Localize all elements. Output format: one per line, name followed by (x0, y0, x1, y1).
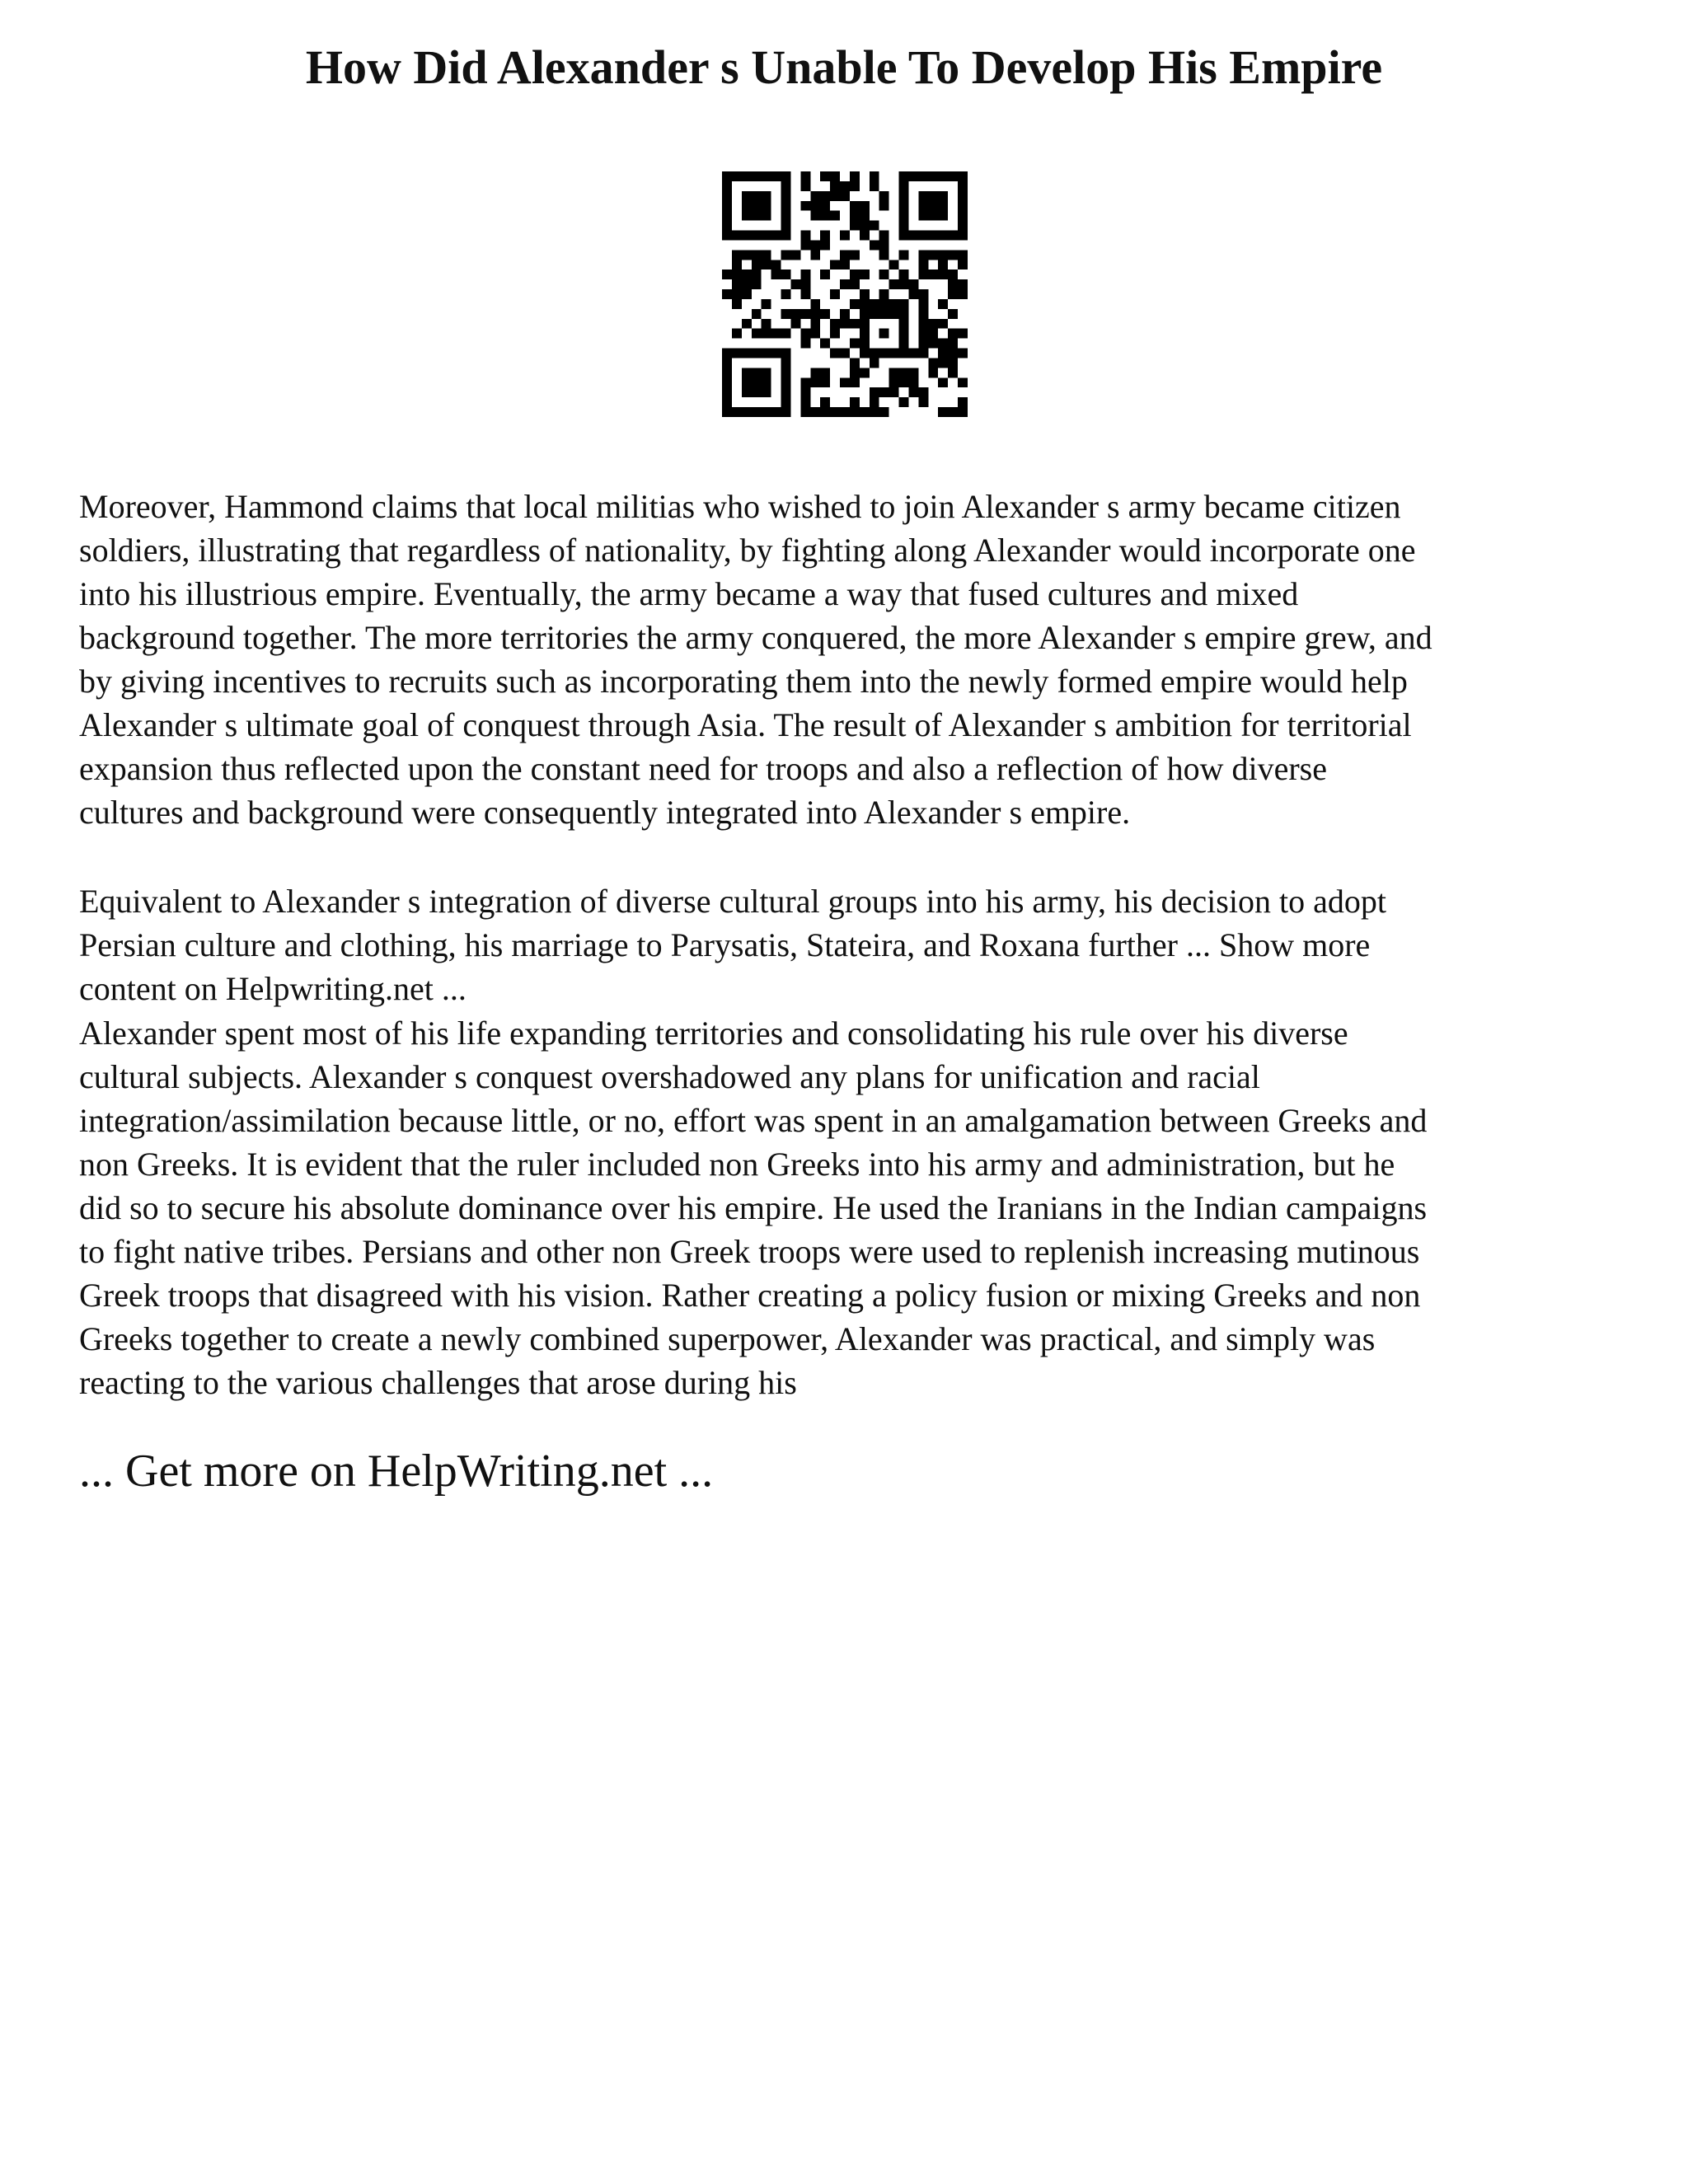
get-more-link[interactable]: ... Get more on HelpWriting.net ... (79, 1446, 714, 1497)
qr-code-icon (722, 171, 968, 417)
paragraph-hammond-militias: Moreover, Hammond claims that local militias who wished to join Alexander s army became citizen soldiers, illustrating that regardless of nationality, by fighting along Alexander would incorporate one into his illustrious empire. Eventually, the army became a way that fused cultures and mixed background together. The more territories the army conquered, the more Alexander s empire grew, and by giving incentives to recruits such as incorporating them into the newly formed empire would help Alexander s ultimate goal of conquest through Asia. The result of Alexander s ambition for territorial expansion thus reflected upon the constant need for troops and also a reflection of how diverse cultures and background were consequently integrated into Alexander s empire. (79, 488, 1432, 831)
paragraph-persian-culture: Equivalent to Alexander s integration of diverse cultural groups into his army, his decision to adopt Persian culture and clothing, his marriage to Parysatis, Stateira, and Roxana further ... Show more content on Helpwriting.net ... (79, 883, 1386, 1007)
paragraph-expanding-territories: Alexander spent most of his life expanding territories and consolidating his rule over his diverse cultural subjects. Alexander s conquest overshadowed any plans for unification and racial integration/assimilation because little, or no, effort was spent in an amalgamation between Greeks and non Greeks. It is evident that the ruler included non Greeks into his army and administration, but he did so to secure his absolute dominance over his empire. He used the Iranians in the Indian campaigns to fight native tribes. Persians and other non Greek troops were used to replenish increasing mutinous Greek troops that disagreed with his vision. Rather creating a policy fusion or mixing Greeks and non Greeks together to create a newly combined superpower, Alexander was practical, and simply was reacting to the various challenges that arose during his (79, 1015, 1428, 1401)
document-title: How Did Alexander s Unable To Develop His Empire (305, 40, 1383, 94)
